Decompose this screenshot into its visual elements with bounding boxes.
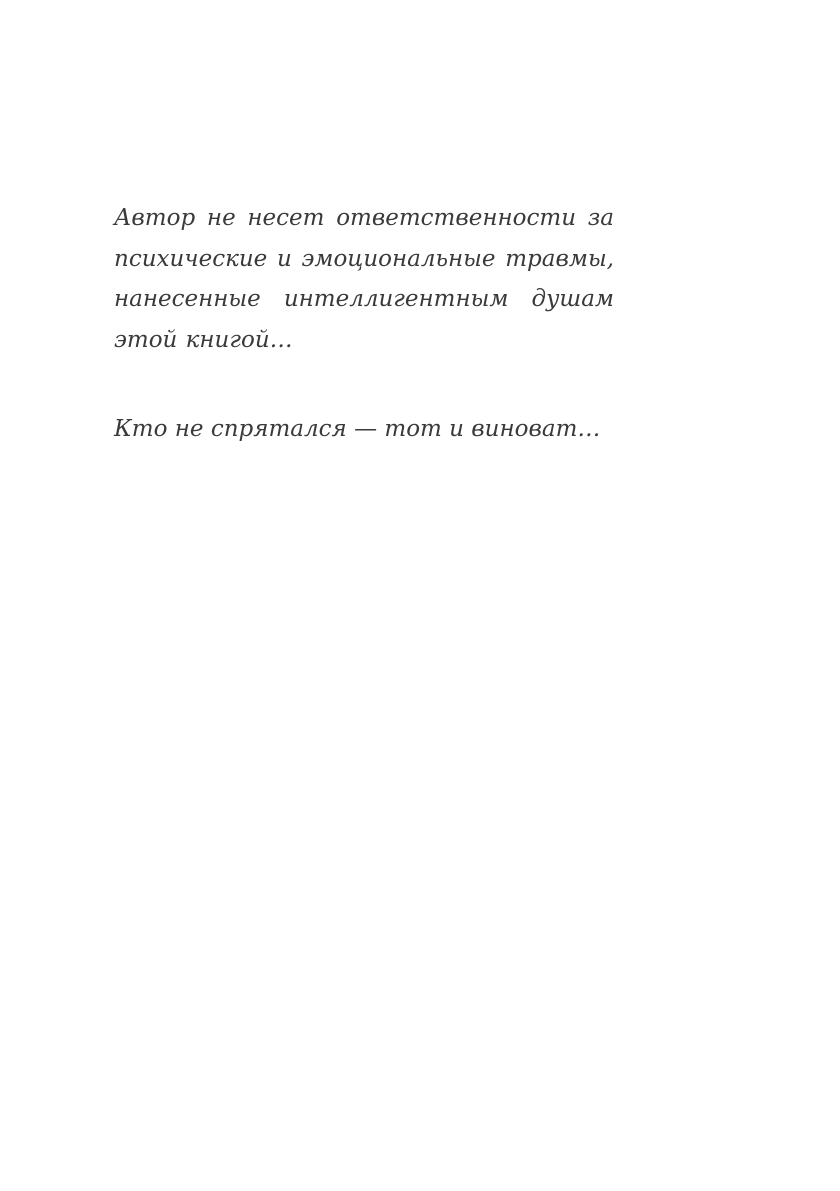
- disclaimer-paragraph: Автор не несет ответственности за психические и эмоциональные травмы, нанесенные интеллигентным душам этой книгой…: [114, 205, 614, 353]
- front-matter-text: [114, 198, 614, 450]
- epigraph-line: Кто не спрятался — тот и виноват…: [114, 416, 601, 442]
